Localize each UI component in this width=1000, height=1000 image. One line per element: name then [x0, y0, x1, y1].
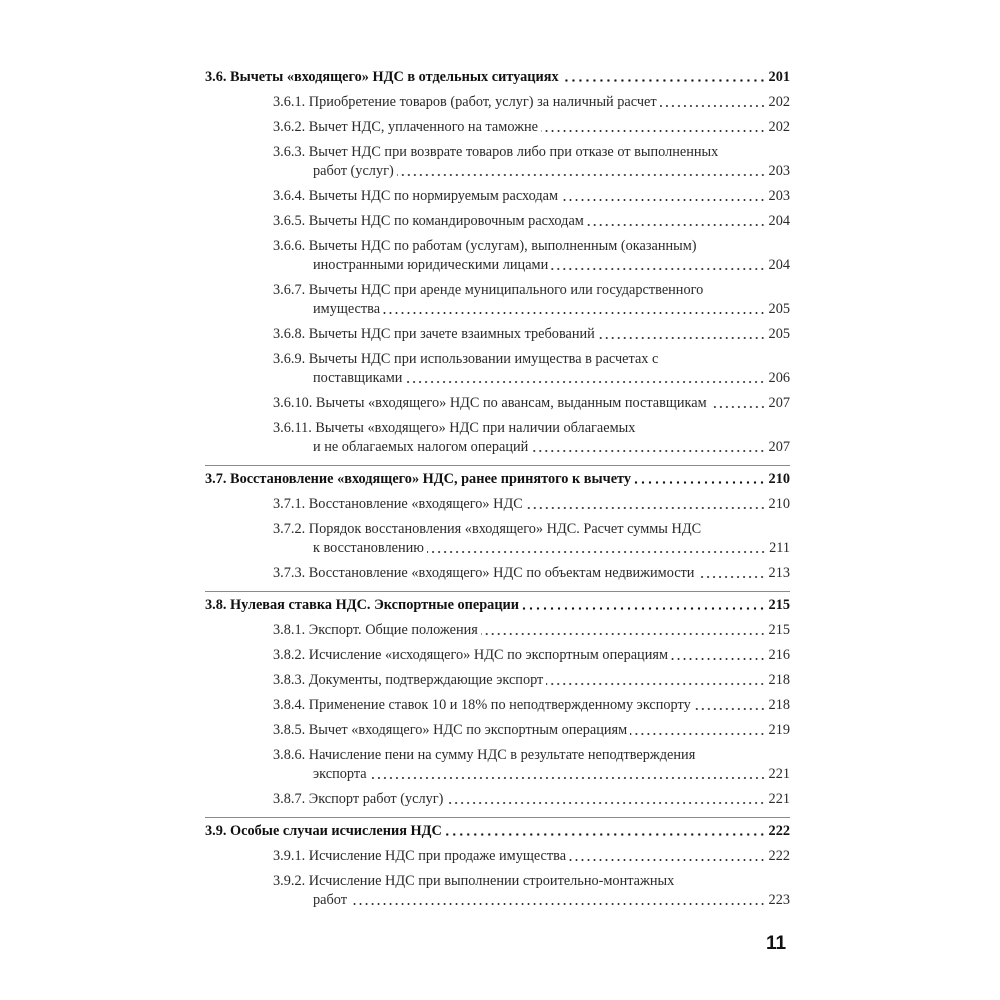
toc-subsection: [273, 520, 790, 558]
entry-title: Восстановление «входящего» НДС по объектам недвижимости: [308, 565, 695, 581]
entry-page: 203: [768, 188, 790, 204]
toc-subsection: [273, 564, 790, 583]
leader-dots: [671, 658, 766, 660]
leader-dots: [561, 199, 766, 201]
table-of-contents: [205, 68, 790, 910]
toc-subsection: [273, 212, 790, 231]
entry-title: Восстановление «входящего» НДС: [308, 496, 523, 512]
leader-dots: [569, 859, 765, 861]
entry-number: 3.8.2.: [273, 647, 306, 663]
entry-page: 210: [768, 471, 790, 487]
toc-subsection: [273, 419, 790, 457]
entry-title: Документы, подтверждающие экспорт: [308, 672, 544, 688]
entry-number: 3.6.7.: [273, 282, 306, 298]
entry-title: Вычеты НДС по работам (услугам), выполненным (оказанным): [308, 238, 697, 254]
entry-page: 205: [768, 301, 790, 317]
entry-number: 3.7.: [205, 471, 227, 487]
entry-title: Вычет НДС, уплаченного на таможне: [308, 119, 538, 135]
leader-dots: [350, 903, 766, 905]
toc-subsection: [273, 350, 790, 388]
entry-page: 221: [768, 791, 790, 807]
leader-dots: [694, 708, 766, 710]
leader-dots: [383, 312, 765, 314]
leader-dots: [562, 79, 766, 82]
entry-page: 218: [768, 672, 790, 688]
toc-subsection: [273, 790, 790, 809]
leader-dots: [427, 551, 766, 553]
entry-title: Исчисление НДС при продаже имущества: [308, 848, 567, 864]
toc-subsection: [273, 872, 790, 910]
entry-title: Исчисление НДС при выполнении строительно-монтажных: [308, 873, 675, 889]
entry-page: 223: [768, 892, 790, 908]
entry-number: 3.7.1.: [273, 496, 306, 512]
entry-number: 3.6.6.: [273, 238, 306, 254]
entry-page: 201: [768, 69, 790, 85]
entry-number: 3.9.: [205, 823, 227, 839]
toc-subsection: [273, 646, 790, 665]
entry-title: Нулевая ставка НДС. Экспортные операции: [230, 597, 520, 613]
entry-number: 3.6.3.: [273, 144, 306, 160]
toc-subsection: [273, 847, 790, 866]
toc-section: [205, 817, 790, 841]
entry-page: 205: [768, 326, 790, 342]
leader-dots: [541, 130, 766, 132]
entry-number: 3.6.: [205, 69, 227, 85]
entry-number: 3.6.2.: [273, 119, 306, 135]
entry-page: 218: [768, 697, 790, 713]
entry-title: Приобретение товаров (работ, услуг) за наличный расчет: [308, 94, 657, 110]
leader-dots: [710, 406, 766, 408]
entry-title: Вычеты НДС по нормируемым расходам: [308, 188, 559, 204]
entry-page: 202: [768, 94, 790, 110]
entry-page: 206: [768, 370, 790, 386]
entry-page: 219: [768, 722, 790, 738]
leader-dots: [522, 607, 766, 610]
entry-number: 3.9.1.: [273, 848, 306, 864]
entry-number: 3.6.4.: [273, 188, 306, 204]
entry-number: 3.8.5.: [273, 722, 306, 738]
entry-page: 215: [768, 597, 790, 613]
toc-subsection: [273, 118, 790, 137]
toc-subsection: [273, 93, 790, 112]
entry-number: 3.7.2.: [273, 521, 306, 537]
entry-number: 3.8.6.: [273, 747, 306, 763]
entry-title: Исчисление «исходящего» НДС по экспортным операциям: [308, 647, 668, 663]
entry-title-continued: работ: [313, 892, 347, 908]
entry-page: 203: [768, 163, 790, 179]
entry-number: 3.6.8.: [273, 326, 306, 342]
entry-page: 222: [768, 823, 790, 839]
entry-title: Вычеты НДС при использовании имущества в расчетах с: [308, 351, 659, 367]
entry-number: 3.8.1.: [273, 622, 306, 638]
entry-title: Вычет «входящего» НДС по экспортным операциям: [308, 722, 628, 738]
entry-title: Вычеты «входящего» НДС по авансам, выданным поставщикам: [315, 395, 707, 411]
toc-subsection: [273, 721, 790, 740]
entry-title: Особые случаи исчисления НДС: [230, 823, 442, 839]
entry-title: Начисление пени на сумму НДС в результате неподтверждения: [308, 747, 696, 763]
entry-number: 3.6.10.: [273, 395, 313, 411]
entry-page: 213: [768, 565, 790, 581]
leader-dots: [587, 224, 766, 226]
entry-page: 207: [768, 439, 790, 455]
toc-section: [205, 465, 790, 489]
leader-dots: [634, 481, 766, 484]
entry-title: Экспорт. Общие положения: [308, 622, 478, 638]
page-number: 11: [766, 933, 787, 954]
toc-subsection: [273, 746, 790, 784]
leader-dots: [446, 802, 765, 804]
entry-title: Вычеты «входящего» НДС при наличии облагаемых: [315, 420, 636, 436]
entry-page: 202: [768, 119, 790, 135]
leader-dots: [630, 733, 765, 735]
entry-page: 215: [768, 622, 790, 638]
entry-page: 222: [768, 848, 790, 864]
leader-dots: [551, 268, 765, 270]
entry-page: 204: [768, 257, 790, 273]
entry-title-continued: иностранными юридическими лицами: [313, 257, 549, 273]
entry-title: Порядок восстановления «входящего» НДС. Расчет суммы НДС: [308, 521, 702, 537]
entry-number: 3.8.3.: [273, 672, 306, 688]
entry-title-continued: к восстановлению: [313, 540, 424, 556]
leader-dots: [397, 174, 766, 176]
entry-page: 221: [768, 766, 790, 782]
entry-title: Вычеты «входящего» НДС в отдельных ситуациях: [230, 69, 559, 85]
leader-dots: [598, 337, 766, 339]
entry-page: 207: [768, 395, 790, 411]
entry-title: Восстановление «входящего» НДС, ранее принятого к вычету: [230, 471, 632, 487]
toc-subsection: [273, 237, 790, 275]
entry-number: 3.6.9.: [273, 351, 306, 367]
toc-subsection: [273, 696, 790, 715]
leader-dots: [370, 777, 766, 779]
entry-title: Вычеты НДС при зачете взаимных требований: [308, 326, 595, 342]
entry-number: 3.7.3.: [273, 565, 306, 581]
entry-number: 3.6.1.: [273, 94, 306, 110]
toc-subsection: [273, 394, 790, 413]
entry-title-continued: работ (услуг): [313, 163, 394, 179]
toc-section: [205, 591, 790, 615]
leader-dots: [531, 450, 765, 452]
entry-number: 3.6.5.: [273, 213, 306, 229]
toc-subsection: [273, 621, 790, 640]
entry-title: Вычет НДС при возврате товаров либо при отказе от выполненных: [308, 144, 719, 160]
toc-subsection: [273, 143, 790, 181]
entry-title: Применение ставок 10 и 18% по неподтвержденному экспорту: [308, 697, 691, 713]
entry-title-continued: и не облагаемых налогом операций: [313, 439, 529, 455]
entry-number: 3.8.4.: [273, 697, 306, 713]
leader-dots: [445, 833, 766, 836]
entry-title: Экспорт работ (услуг): [308, 791, 444, 807]
toc-subsection: [273, 495, 790, 514]
entry-number: 3.8.7.: [273, 791, 306, 807]
toc-section: [205, 68, 790, 87]
entry-number: 3.6.11.: [273, 420, 312, 436]
entry-title-continued: экспорта: [313, 766, 367, 782]
entry-title: Вычеты НДС по командировочным расходам: [308, 213, 584, 229]
toc-subsection: [273, 187, 790, 206]
toc-subsection: [273, 281, 790, 319]
leader-dots: [481, 633, 766, 635]
entry-page: 216: [768, 647, 790, 663]
entry-title-continued: поставщиками: [313, 370, 403, 386]
toc-subsection: [273, 671, 790, 690]
entry-page: 204: [768, 213, 790, 229]
leader-dots: [697, 576, 765, 578]
leader-dots: [660, 105, 766, 107]
entry-page: 210: [768, 496, 790, 512]
toc-subsection: [273, 325, 790, 344]
leader-dots: [405, 381, 765, 383]
entry-title-continued: имущества: [313, 301, 381, 317]
leader-dots: [526, 507, 766, 509]
leader-dots: [546, 683, 765, 685]
entry-title: Вычеты НДС при аренде муниципального или государственного: [308, 282, 704, 298]
entry-number: 3.9.2.: [273, 873, 306, 889]
entry-number: 3.8.: [205, 597, 227, 613]
entry-page: 211: [769, 540, 790, 556]
